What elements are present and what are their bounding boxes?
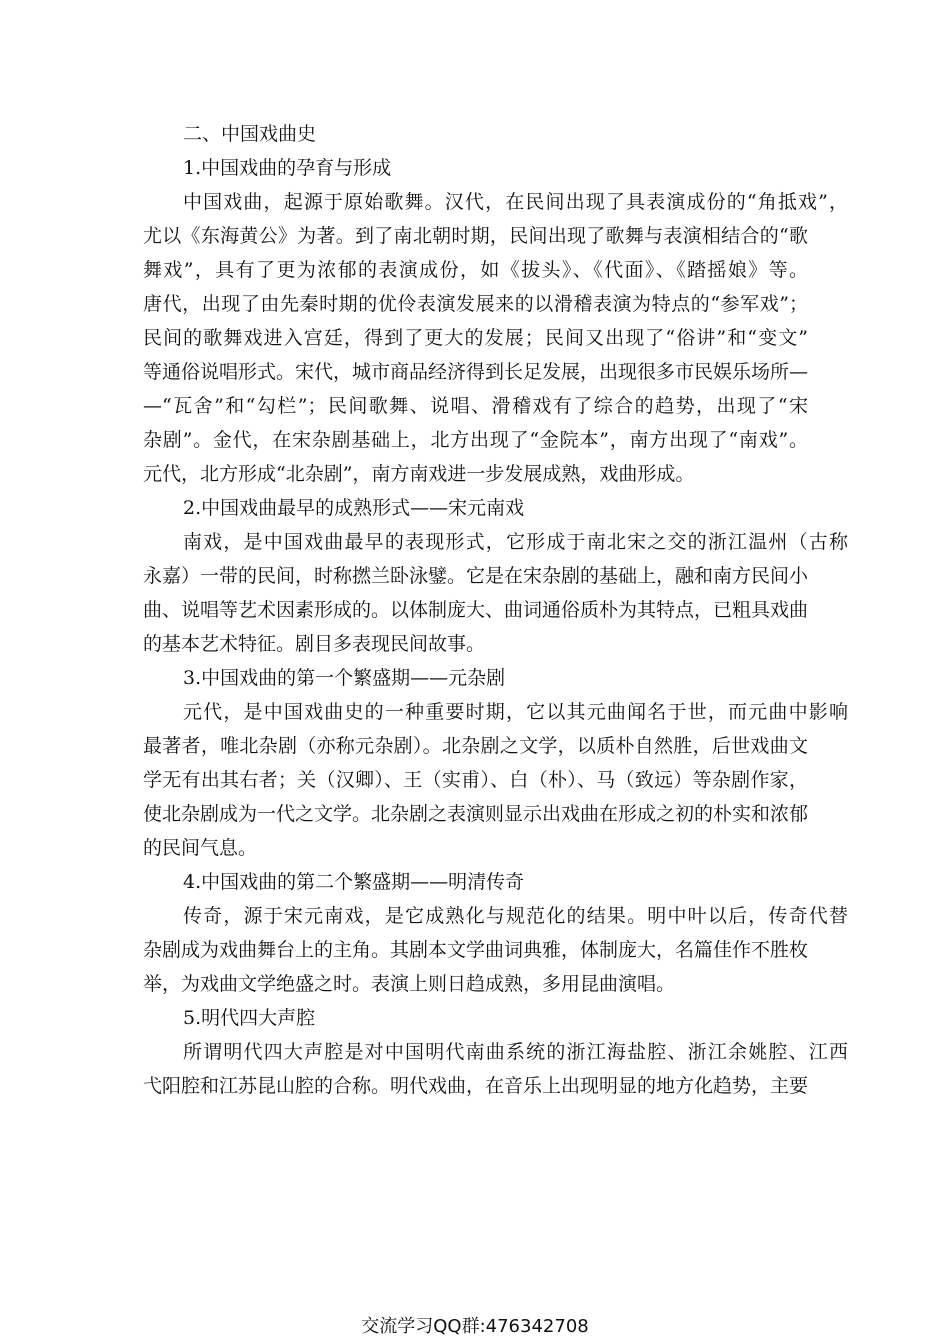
paragraph-line: 的民间气息。 — [143, 837, 258, 859]
paragraph-line: 曲、说唱等艺术因素形成的。以体制庞大、曲词通俗质朴为其特点，已粗具戏曲 — [143, 599, 809, 621]
subsection-heading-5: 5.明代四大声腔 — [183, 1007, 316, 1029]
paragraph-line: 元代，北方形成“北杂剧”，南方南戏进一步发展成熟，戏曲形成。 — [143, 463, 695, 485]
paragraph-line: 元代，是中国戏曲史的一种重要时期，它以其元曲闻名于世，而元曲中影响 — [183, 701, 848, 723]
paragraph-line: 的基本艺术特征。剧目多表现民间故事。 — [143, 633, 486, 655]
paragraph-line: 南戏，是中国戏曲最早的表现形式，它形成于南北宋之交的浙江温州（古称 — [183, 531, 848, 553]
paragraph-line: 永嘉）一带的民间，时称撚兰卧泳鐾。它是在宋杂剧的基础上，融和南方民间小 — [143, 565, 809, 587]
paragraph-line: 杂剧”。金代，在宋杂剧基础上，北方出现了“金院本”，南方出现了“南戏”。 — [143, 429, 808, 451]
subsection-heading-1: 1.中国戏曲的孕育与形成 — [183, 157, 392, 179]
paragraph-line: 传奇，源于宋元南戏，是它成熟化与规范化的结果。明中叶以后，传奇代替 — [183, 905, 848, 927]
paragraph-line: 舞戏”，具有了更为浓郁的表演成份，如《拔头》、《代面》、《踏摇娘》等。 — [143, 259, 808, 281]
paragraph-line: 学无有出其右者；关（汉卿）、王（实甫）、白（朴）、马（致远）等杂剧作家， — [143, 769, 808, 791]
paragraph-line: 使北杂剧成为一代之文学。北杂剧之表演则显示出戏曲在形成之初的朴实和浓郁 — [143, 803, 809, 825]
paragraph-line: 弋阳腔和江苏昆山腔的合称。明代戏曲，在音乐上出现明显的地方化趋势，主要 — [143, 1075, 809, 1097]
paragraph-line: 杂剧成为戏曲舞台上的主角。其剧本文学曲词典雅，体制庞大，名篇佳作不胜枚 — [143, 939, 809, 961]
paragraph-line: 最著者，唯北杂剧（亦称元杂剧）。北杂剧之文学，以质朴自然胜，后世戏曲文 — [143, 735, 808, 757]
subsection-heading-2: 2.中国戏曲最早的成熟形式——宋元南戏 — [183, 497, 525, 519]
paragraph-line: 举，为戏曲文学绝盛之时。表演上则日趋成熟，多用昆曲演唱。 — [143, 973, 676, 995]
document-body — [143, 117, 848, 1103]
paragraph-line: 尤以《东海黄公》为著。到了南北朝时期，民间出现了歌舞与表演相结合的“歌 — [143, 225, 808, 247]
footer-watermark-text: 交流学习QQ群:476342708 — [361, 1316, 589, 1337]
section-title: 二、中国戏曲史 — [183, 123, 317, 145]
paragraph-line: —“瓦舍”和“勾栏”；民间歌舞、说唱、滑稽戏有了综合的趋势，出现了“宋 — [143, 395, 808, 417]
paragraph-line: 民间的歌舞戏进入宫廷，得到了更大的发展；民间又出现了“俗讲”和“变文” — [143, 327, 808, 349]
subsection-heading-3: 3.中国戏曲的第一个繁盛期——元杂剧 — [183, 667, 506, 689]
paragraph-line: 唐代，出现了由先秦时期的优伶表演发展来的以滑稽表演为特点的“参军戏”； — [143, 293, 808, 315]
paragraph-line: 所谓明代四大声腔是对中国明代南曲系统的浙江海盐腔、浙江余姚腔、江西 — [183, 1041, 848, 1063]
subsection-heading-4: 4.中国戏曲的第二个繁盛期——明清传奇 — [183, 871, 525, 893]
paragraph-line: 等通俗说唱形式。宋代，城市商品经济得到长足发展，出现很多市民娱乐场所— — [143, 361, 809, 383]
paragraph-line: 中国戏曲，起源于原始歌舞。汉代，在民间出现了具表演成份的“角抵戏”， — [183, 191, 848, 213]
